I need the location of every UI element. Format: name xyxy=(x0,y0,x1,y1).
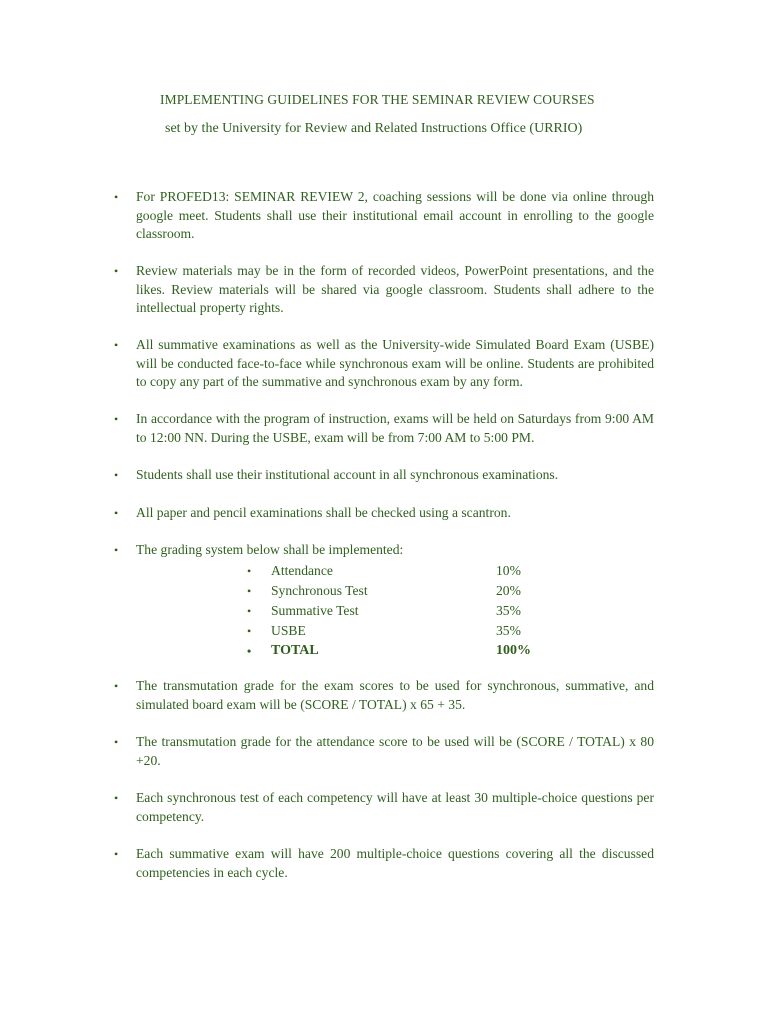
list-item-text: Review materials may be in the form of recorded videos, PowerPoint presentations, and the likes. Review materials will be shared via google classroom. Students shall adhere to the intellectual property rights. xyxy=(136,263,654,315)
list-item-text: Each synchronous test of each competency will have at least 30 multiple-choice questions per competency. xyxy=(136,790,654,824)
list-item-text: Students shall use their institutional account in all synchronous examinations. xyxy=(136,467,559,482)
grading-label: TOTAL xyxy=(271,643,319,658)
bullet-icon: • xyxy=(114,338,119,352)
list-item-text: The transmutation grade for the attendance score to be used will be (SCORE / TOTAL) x 80 +20. xyxy=(136,734,654,768)
document-subtitle: set by the University for Review and Related Instructions Office (URRIO) xyxy=(165,121,583,136)
document-title: IMPLEMENTING GUIDELINES FOR THE SEMINAR REVIEW COURSES xyxy=(160,92,595,107)
grading-value: 35% xyxy=(496,623,521,638)
grading-value: 35% xyxy=(496,603,521,618)
grading-value: 100% xyxy=(496,643,531,658)
grading-row-summative-test xyxy=(247,601,547,621)
grading-row-attendance xyxy=(247,561,547,581)
list-item-text: The grading system below shall be implemented: xyxy=(136,542,404,557)
bullet-icon: • xyxy=(114,735,119,749)
bullet-icon: • xyxy=(114,791,119,805)
grading-label: Summative Test xyxy=(271,603,359,618)
grading-row-usbe xyxy=(247,621,547,641)
bullet-icon: • xyxy=(247,604,252,618)
bullet-icon: • xyxy=(114,679,119,693)
grading-value: 10% xyxy=(496,563,521,578)
bullet-icon: • xyxy=(114,190,119,204)
bullet-icon: • xyxy=(114,264,119,278)
bullet-icon: • xyxy=(247,564,252,578)
grading-label: Synchronous Test xyxy=(271,583,368,598)
bullet-icon: • xyxy=(114,543,119,557)
list-item-text: All summative examinations as well as the University-wide Simulated Board Exam (USBE) will be conducted face-to-face while synchronous exam will be online. Students are prohibited to copy any part of the summative and synchronous exam by any form. xyxy=(136,337,654,389)
grading-label: USBE xyxy=(271,623,306,638)
bullet-icon: • xyxy=(247,624,252,638)
bullet-icon: • xyxy=(247,644,252,658)
list-item-text: The transmutation grade for the exam scores to be used for synchronous, summative, and simulated board exam will be (SCORE / TOTAL) x 65 + 35. xyxy=(136,678,654,712)
bullet-icon: • xyxy=(114,412,119,426)
bullet-icon: • xyxy=(247,584,252,598)
bullet-icon: • xyxy=(114,468,119,482)
grading-row-total xyxy=(247,641,547,661)
list-item-text: Each summative exam will have 200 multiple-choice questions covering all the discussed competencies in each cycle. xyxy=(136,846,654,880)
grading-row-synchronous-test xyxy=(247,581,547,601)
grading-label: Attendance xyxy=(271,563,333,578)
list-item-text: All paper and pencil examinations shall be checked using a scantron. xyxy=(136,505,511,520)
list-item-text: For PROFED13: SEMINAR REVIEW 2, coaching sessions will be done via online through google meet. Students shall use their institutional email account in enrolling to the google classroom. xyxy=(136,189,654,241)
grading-value: 20% xyxy=(496,583,521,598)
bullet-icon: • xyxy=(114,506,119,520)
list-item-text: In accordance with the program of instruction, exams will be held on Saturdays from 9:00 AM to 12:00 NN. During the USBE, exam will be from 7:00 AM to 5:00 PM. xyxy=(136,411,654,445)
bullet-icon: • xyxy=(114,847,119,861)
